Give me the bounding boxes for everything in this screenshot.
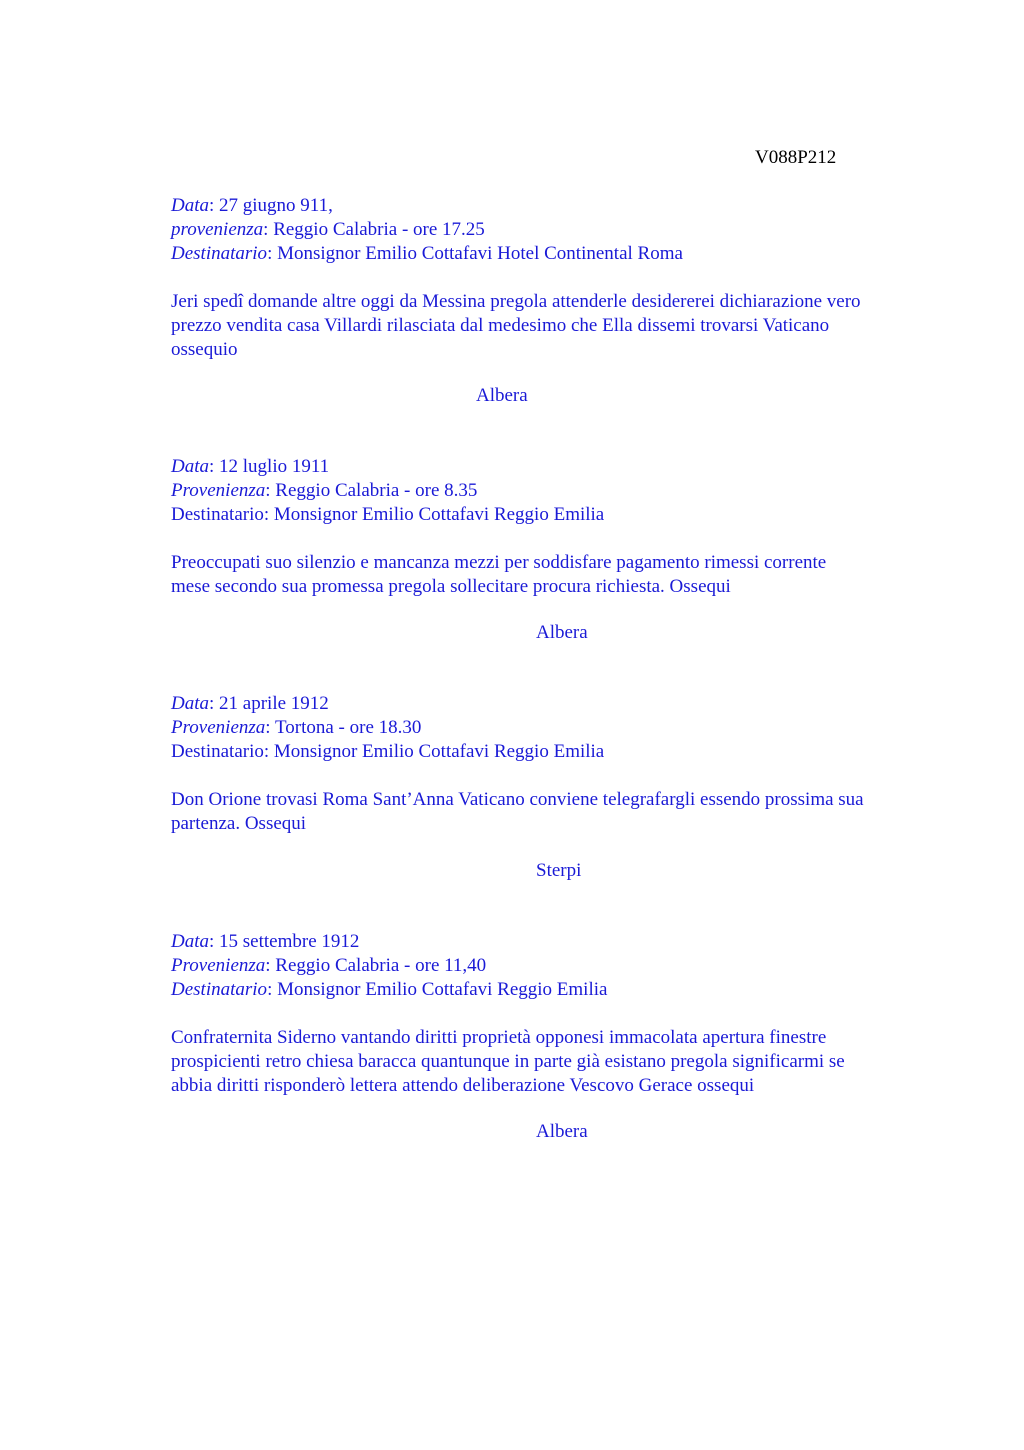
telegram-body [171, 551, 941, 599]
origin-label: Provenienza [171, 480, 266, 501]
date-line [171, 930, 941, 954]
telegram-body [171, 1026, 941, 1098]
date-label: Data [171, 456, 209, 477]
recipient-line [171, 242, 941, 266]
signature: Sterpi [536, 860, 582, 881]
body-line: Jeri spedî domande altre oggi da Messina pregola attenderle desidererei dichiarazione vero [171, 291, 861, 312]
body-line: abbia diritti risponderò lettera attendo deliberazione Vescovo Gerace ossequi [171, 1075, 755, 1096]
origin-value: : Reggio Calabria - ore 17.25 [263, 219, 485, 240]
recipient-value: : Monsignor Emilio Cottafavi Hotel Continental Roma [267, 243, 683, 264]
signature: Albera [476, 385, 528, 406]
signature: Albera [536, 1121, 588, 1142]
body-line: prospicienti retro chiesa baracca quantunque in parte già esistano pregola significarmi se [171, 1051, 845, 1072]
origin-line [171, 218, 941, 242]
origin-label: Provenienza [171, 717, 266, 738]
origin-label: provenienza [171, 219, 264, 240]
recipient-line [171, 978, 941, 1002]
date-label: Data [171, 931, 209, 952]
body-line: prezzo vendita casa Villardi rilasciata dal medesimo che Ella dissemi trovarsi Vaticano [171, 315, 830, 336]
telegram-3 [171, 692, 941, 836]
origin-value: : Reggio Calabria - ore 8.35 [265, 480, 478, 501]
recipient-line: Destinatario: Monsignor Emilio Cottafavi Reggio Emilia [171, 504, 605, 525]
signature: Albera [536, 622, 588, 643]
telegram-1 [171, 194, 941, 362]
body-line: mese secondo sua promessa pregola sollecitare procura richiesta. Ossequi [171, 576, 731, 597]
date-value: : 15 settembre 1912 [209, 931, 360, 952]
recipient-value: : Monsignor Emilio Cottafavi Reggio Emilia [267, 979, 608, 1000]
recipient-label: Destinatario [171, 243, 268, 264]
date-line [171, 692, 941, 716]
origin-line [171, 479, 941, 503]
telegram-body [171, 290, 941, 362]
origin-label: Provenienza [171, 955, 266, 976]
telegram-body [171, 788, 941, 836]
recipient-label: Destinatario [171, 979, 268, 1000]
origin-value: : Reggio Calabria - ore 11,40 [265, 955, 487, 976]
page-reference: V088P212 [755, 147, 837, 168]
telegram-4 [171, 930, 941, 1098]
date-value: : 21 aprile 1912 [209, 693, 329, 714]
date-label: Data [171, 195, 209, 216]
body-line: Confraternita Siderno vantando diritti proprietà opponesi immacolata apertura finestre [171, 1027, 827, 1048]
date-line [171, 194, 941, 218]
date-line [171, 455, 941, 479]
telegram-2 [171, 455, 941, 599]
recipient-line: Destinatario: Monsignor Emilio Cottafavi Reggio Emilia [171, 741, 605, 762]
date-label: Data [171, 693, 209, 714]
origin-line [171, 954, 941, 978]
body-line: Preoccupati suo silenzio e mancanza mezzi per soddisfare pagamento rimessi corrente [171, 552, 827, 573]
date-value: : 27 giugno 911, [209, 195, 333, 216]
body-line: Don Orione trovasi Roma Sant’Anna Vaticano conviene telegrafargli essendo prossima sua [171, 789, 864, 810]
origin-line [171, 716, 941, 740]
date-value: : 12 luglio 1911 [209, 456, 330, 477]
origin-value: : Tortona - ore 18.30 [265, 717, 422, 738]
body-line: partenza. Ossequi [171, 813, 307, 834]
body-line: ossequio [171, 339, 238, 360]
